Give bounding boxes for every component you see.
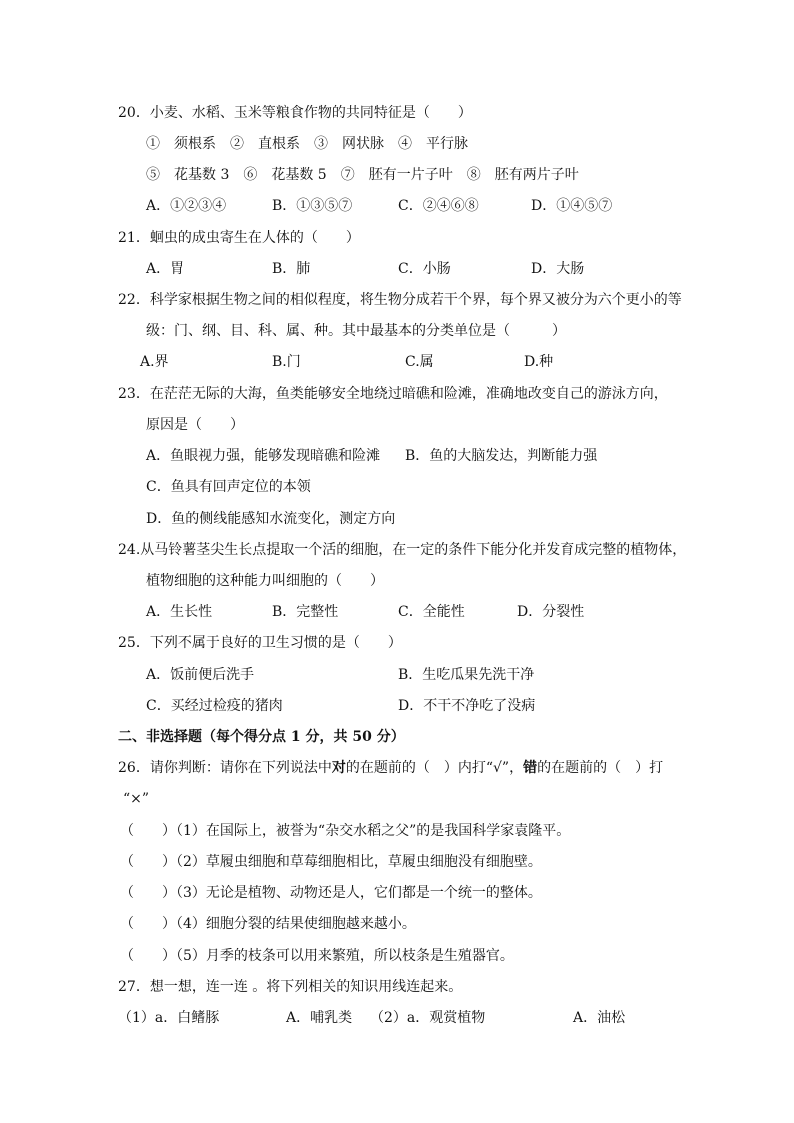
option-c: C.属 [405, 354, 434, 370]
option-b: B．鱼的大脑发达，判断能力强 [405, 448, 598, 464]
matching-left-item: （2）a．观赏植物 [370, 1010, 486, 1026]
question-23-stem-line1: 23．在茫茫无际的大海，鱼类能够安全地绕过暗礁和险滩，准确地改变自己的游泳方向， [118, 386, 668, 402]
stem-emphasis-wrong: 错 [523, 760, 538, 776]
option-b: B．①③⑤⑦ [272, 198, 353, 214]
matching-right-item: A．油松 [573, 1010, 626, 1026]
option-d: D．分裂性 [517, 604, 585, 620]
question-21-stem: 21．蛔虫的成虫寄生在人体的（ ） [118, 230, 360, 246]
stem-text: 26．请你判断：请你在下列说法中 [118, 760, 332, 776]
option-d: D.种 [524, 354, 554, 370]
question-27-stem: 27．想一想，连一连 。将下列相关的知识用线连起来。 [118, 979, 463, 995]
matching-right-item: A．哺乳类 [286, 1010, 353, 1026]
stem-text: 的在题前的（ ）打 [537, 760, 664, 776]
question-22-stem-line2: 级：门、纲、目、科、属、种。其中最基本的分类单位是（ ） [146, 323, 566, 339]
question-20-features-line2: ⑤ 花基数 3 ⑥ 花基数 5 ⑦ 胚有一片子叶 ⑧ 胚有两片子叶 [146, 167, 579, 183]
judgement-item: （ ）（2）草履虫细胞和草莓细胞相比，草履虫细胞没有细胞壁。 [120, 854, 542, 870]
stem-text: 的在题前的（ ）内打“√”， [345, 760, 524, 776]
option-d: D．大肠 [531, 261, 585, 277]
question-20-stem: 20．小麦、水稻、玉米等粮食作物的共同特征是（ ） [118, 105, 472, 121]
section-heading: 二、非选择题（每个得分点 1 分，共 50 分） [118, 729, 405, 745]
option-a: A．生长性 [146, 604, 213, 620]
question-26-stem-line1 [118, 759, 663, 777]
option-b: B．肺 [272, 261, 311, 277]
option-b: B.门 [272, 354, 301, 370]
option-a: A．①②③④ [146, 198, 227, 214]
option-d: D．不干不净吃了没病 [398, 698, 536, 714]
question-23-stem-line2: 原因是（ ） [146, 417, 244, 433]
option-c: C．小肠 [398, 261, 451, 277]
stem-emphasis-correct: 对 [331, 760, 346, 776]
judgement-item: （ ）（5）月季的枝条可以用来繁殖，所以枝条是生殖器官。 [120, 948, 514, 964]
judgement-item: （ ）（4）细胞分裂的结果使细胞越来越小。 [120, 916, 416, 932]
option-a: A．鱼眼视力强，能够发现暗礁和险滩 [146, 448, 381, 464]
option-a: A.界 [140, 354, 169, 370]
question-24-stem-line2: 植物细胞的这种能力叫细胞的（ ） [146, 573, 384, 589]
matching-left-item: （1）a．白鳍豚 [118, 1010, 220, 1026]
option-c: C．鱼具有回声定位的本领 [146, 479, 311, 495]
option-c: C．买经过检疫的猪肉 [146, 698, 283, 714]
question-24-stem-line1: 24.从马铃薯茎尖生长点提取一个活的细胞，在一定的条件下能分化并发育成完整的植物体， [118, 542, 687, 558]
question-26-stem-line2: “×” [123, 791, 150, 807]
option-d: D．鱼的侧线能感知水流变化，测定方向 [146, 511, 396, 527]
question-20-features-line1: ① 须根系 ② 直根系 ③ 网状脉 ④ 平行脉 [146, 136, 468, 152]
option-b: B．完整性 [272, 604, 339, 620]
question-25-stem: 25．下列不属于良好的卫生习惯的是（ ） [118, 635, 402, 651]
option-a: A．饭前便后洗手 [146, 667, 255, 683]
option-c: C．②④⑥⑧ [398, 198, 479, 214]
option-a: A．胃 [146, 261, 185, 277]
option-b: B．生吃瓜果先洗干净 [398, 667, 535, 683]
option-c: C．全能性 [398, 604, 465, 620]
question-22-stem-line1: 22．科学家根据生物之间的相似程度，将生物分成若干个界，每个界又被分为六个更小的等 [118, 292, 682, 308]
judgement-item: （ ）（1）在国际上，被誉为“杂交水稻之父”的是我国科学家袁隆平。 [120, 823, 571, 839]
option-d: D．①④⑤⑦ [531, 198, 613, 214]
judgement-item: （ ）（3）无论是植物、动物还是人，它们都是一个统一的整体。 [120, 885, 542, 901]
